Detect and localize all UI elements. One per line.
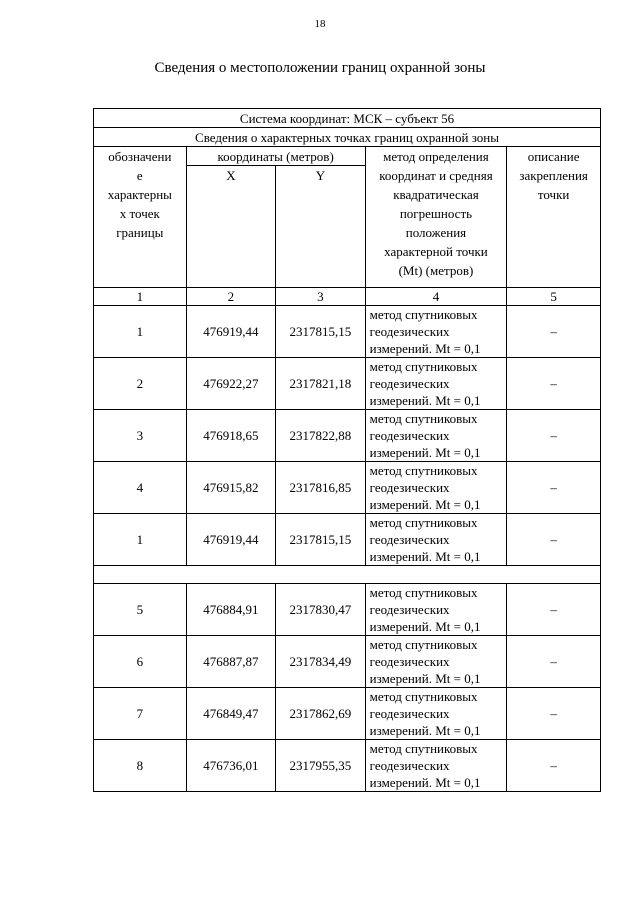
measurement-method-line: геодезических — [369, 428, 450, 443]
column-number: 3 — [276, 288, 366, 306]
measurement-method-line: измерений. Mt = 0,1 — [369, 393, 481, 408]
header-method-l2: квадратическая — [393, 187, 479, 202]
measurement-method — [365, 306, 507, 358]
point-id: 2 — [94, 358, 187, 410]
header-method-l3: погрешность — [399, 206, 473, 221]
group-separator-row — [94, 566, 601, 584]
point-id: 8 — [94, 740, 187, 792]
header-method — [365, 147, 507, 288]
column-number: 5 — [507, 288, 601, 306]
measurement-method-line: измерений. Mt = 0,1 — [369, 445, 481, 460]
page-number: 18 — [314, 18, 326, 30]
measurement-method — [365, 514, 507, 566]
header-method-l1: координат и средняя — [379, 168, 493, 183]
measurement-method — [365, 410, 507, 462]
y-coordinate: 2317816,85 — [276, 462, 366, 514]
group-separator-cell — [94, 566, 601, 584]
coordinate-system-caption: Система координат: МСК – субъект 56 — [94, 109, 601, 128]
fixing-description: – — [507, 636, 601, 688]
fixing-description: – — [507, 740, 601, 792]
measurement-method-line: метод спутниковых — [369, 411, 478, 426]
header-description-l1: закрепления — [519, 168, 588, 183]
header-method-l5: характерной точки — [384, 244, 488, 259]
column-number: 2 — [186, 288, 276, 306]
header-point-designation-l2: характерны — [107, 187, 172, 202]
header-point-designation — [94, 147, 187, 288]
header-point-designation-l1: е — [136, 168, 143, 183]
measurement-method-line: геодезических — [369, 602, 450, 617]
header-y: Y — [276, 166, 366, 288]
measurement-method-line: измерений. Mt = 0,1 — [369, 497, 481, 512]
fixing-description: – — [507, 358, 601, 410]
y-coordinate: 2317815,15 — [276, 514, 366, 566]
measurement-method — [365, 740, 507, 792]
x-coordinate: 476915,82 — [186, 462, 276, 514]
measurement-method-line: метод спутниковых — [369, 689, 478, 704]
measurement-method-line: метод спутниковых — [369, 307, 478, 322]
table-row — [94, 358, 601, 410]
x-coordinate: 476919,44 — [186, 514, 276, 566]
measurement-method-line: геодезических — [369, 480, 450, 495]
measurement-method-line: геодезических — [369, 376, 450, 391]
table-row — [94, 462, 601, 514]
table-row — [94, 514, 601, 566]
point-id: 3 — [94, 410, 187, 462]
measurement-method-line: измерений. Mt = 0,1 — [369, 775, 481, 790]
point-id: 4 — [94, 462, 187, 514]
measurement-method — [365, 358, 507, 410]
fixing-description: – — [507, 584, 601, 636]
measurement-method — [365, 584, 507, 636]
header-point-designation-l4: границы — [116, 225, 164, 240]
measurement-method-line: измерений. Mt = 0,1 — [369, 671, 481, 686]
measurement-method-line: метод спутниковых — [369, 515, 478, 530]
header-x: X — [186, 166, 276, 288]
measurement-method-line: метод спутниковых — [369, 359, 478, 374]
y-coordinate: 2317862,69 — [276, 688, 366, 740]
x-coordinate: 476884,91 — [186, 584, 276, 636]
y-coordinate: 2317815,15 — [276, 306, 366, 358]
table-row — [94, 584, 601, 636]
measurement-method — [365, 688, 507, 740]
header-description — [507, 147, 601, 288]
header-method-l0: метод определения — [383, 149, 489, 164]
measurement-method-line: метод спутниковых — [369, 463, 478, 478]
x-coordinate: 476919,44 — [186, 306, 276, 358]
boundary-points-table — [93, 108, 601, 792]
fixing-description: – — [507, 688, 601, 740]
measurement-method-line: измерений. Mt = 0,1 — [369, 341, 481, 356]
measurement-method-line: геодезических — [369, 532, 450, 547]
point-id: 1 — [94, 514, 187, 566]
point-id: 6 — [94, 636, 187, 688]
measurement-method-line: метод спутниковых — [369, 637, 478, 652]
measurement-method-line: геодезических — [369, 324, 450, 339]
table-row — [94, 636, 601, 688]
header-description-l2: точки — [537, 187, 570, 202]
table-row — [94, 410, 601, 462]
column-number: 1 — [94, 288, 187, 306]
fixing-description: – — [507, 306, 601, 358]
point-id: 1 — [94, 306, 187, 358]
fixing-description: – — [507, 514, 601, 566]
measurement-method — [365, 636, 507, 688]
header-coordinates: координаты (метров) — [186, 147, 365, 166]
document-title: Сведения о местоположении границ охранной зоны — [154, 60, 486, 76]
y-coordinate: 2317955,35 — [276, 740, 366, 792]
x-coordinate: 476922,27 — [186, 358, 276, 410]
y-coordinate: 2317822,88 — [276, 410, 366, 462]
point-id: 5 — [94, 584, 187, 636]
measurement-method-line: геодезических — [369, 706, 450, 721]
measurement-method-line: метод спутниковых — [369, 741, 478, 756]
x-coordinate: 476736,01 — [186, 740, 276, 792]
measurement-method — [365, 462, 507, 514]
x-coordinate: 476849,47 — [186, 688, 276, 740]
x-coordinate: 476918,65 — [186, 410, 276, 462]
column-number: 4 — [365, 288, 507, 306]
measurement-method-line: измерений. Mt = 0,1 — [369, 723, 481, 738]
y-coordinate: 2317821,18 — [276, 358, 366, 410]
measurement-method-line: метод спутниковых — [369, 585, 478, 600]
table-subtitle: Сведения о характерных точках границ охранной зоны — [94, 128, 601, 147]
x-coordinate: 476887,87 — [186, 636, 276, 688]
fixing-description: – — [507, 410, 601, 462]
table-row — [94, 688, 601, 740]
y-coordinate: 2317830,47 — [276, 584, 366, 636]
table-row — [94, 306, 601, 358]
header-method-l6: (Mt) (метров) — [398, 263, 474, 278]
measurement-method-line: измерений. Mt = 0,1 — [369, 619, 481, 634]
measurement-method-line: геодезических — [369, 654, 450, 669]
point-id: 7 — [94, 688, 187, 740]
y-coordinate: 2317834,49 — [276, 636, 366, 688]
header-description-l0: описание — [527, 149, 580, 164]
header-point-designation-l3: х точек — [119, 206, 160, 221]
measurement-method-line: геодезических — [369, 758, 450, 773]
table-row — [94, 740, 601, 792]
header-point-designation-l0: обозначени — [108, 149, 172, 164]
fixing-description: – — [507, 462, 601, 514]
header-method-l4: положения — [405, 225, 467, 240]
measurement-method-line: измерений. Mt = 0,1 — [369, 549, 481, 564]
